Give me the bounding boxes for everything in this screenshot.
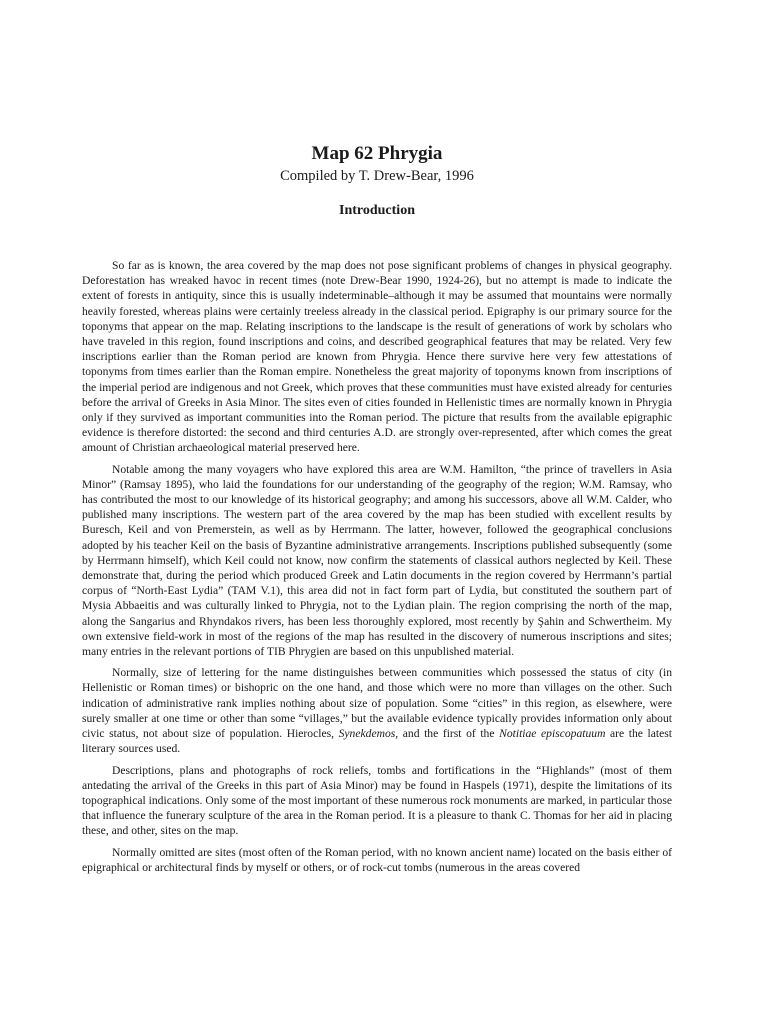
- section-heading: Introduction: [339, 203, 415, 218]
- italic-title-synekdemos: Synekdemos: [338, 727, 396, 741]
- document-body: [82, 258, 672, 881]
- paragraph-omitted-sites: Normally omitted are sites (most often of the Roman period, with no known ancient name) located on the basis either of epigraphical or architectural finds by myself or others, or of rock-cut tombs (numerous in the areas covered: [82, 845, 672, 874]
- paragraph-rock-monuments: Descriptions, plans and photographs of rock reliefs, tombs and fortifications in the “Highlands” (most of them antedating the arrival of the Greeks in this part of Asia Minor) may be found in Haspels (1971), despite the limitations of its topographical indications. Only some of the most important of these numerous rock monuments are marked, in particular those that influence the funerary sculpture of the area in the Roman period. It is a pleasure to thank C. Thomas for her aid in placing these, and other, sites on the map.: [82, 763, 672, 838]
- map-title: Map 62 Phrygia: [311, 143, 443, 164]
- paragraph-text-segment: Normally, size of lettering for the name distinguishes between communities which possessed the status of city (in Hellenistic or Roman times) or bishopric on the one hand, and those which were no more than villages on the other. Such indication of administrative rank implies nothing about size of population. Some “cities” in this region, as elsewhere, were surely smaller at one time or other than some “villages,” but the available evidence typically provides information only about civic status, not about size of population. Hierocles,: [82, 666, 672, 741]
- paragraph-physical-geography: So far as is known, the area covered by the map does not pose significant problems of changes in physical geography. Deforestation has wreaked havoc in recent times (note Drew-Bear 1990, 1924-26), but no attempt is made to indicate the extent of forests in antiquity, since this is usually indeterminable–although it may be assumed that mountains were normally heavily forested, whereas plains were certainly treeless already in the classical period. Epigraphy is our primary source for the toponyms that appear on the map. Relating inscriptions to the landscape is the result of generations of work by scholars who have traveled in this region, found inscriptions and coins, and described geographical features that may be related. Very few inscriptions earlier than the Roman period are known from Phrygia. Hence there survive here very few attestations of toponyms from times earlier than the Roman empire. Nonetheless the great majority of toponyms known from inscriptions of the imperial period are indigenous and not Greek, which proves that these communities must have existed already for centuries before the arrival of Greeks in Asia Minor. The sites even of cities founded in Hellenistic times are normally known in Phrygia only if they survived as important communities into the Roman period. The picture that results from the available epigraphic evidence is therefore distorted: the second and third centuries A.D. are strongly over-represented, after which comes the great amount of Christian archaeological material preserved here.: [82, 259, 672, 455]
- paragraph-text-segment: are the latest literary sources used.: [82, 727, 672, 756]
- italic-title-notitiae: Notitiae episcopatuum: [499, 727, 606, 741]
- paragraph-lettering-size: [82, 665, 672, 756]
- paragraph-voyagers: Notable among the many voyagers who have explored this area are W.M. Hamilton, “the prince of travellers in Asia Minor” (Ramsay 1895), who laid the foundations for our understanding of the geography of the region; W.M. Ramsay, who has contributed the most to our knowledge of its historical geography; and among his successors, above all W.M. Calder, who published many inscriptions. The western part of the area covered by the map has been studied with excellent results by Buresch, Keil and von Premerstein, as well as by Herrmann. The latter, however, followed the geographical conclusions adopted by his teacher Keil on the basis of Byzantine administrative arrangements. Inscriptions published subsequently (some by Herrmann himself), which Keil could not know, now confirm the statements of classical authors neglected by Keil. These demonstrate that, during the period which produced Greek and Latin documents in the region covered by Herrmann’s partial corpus of “North-East Lydia” (TAM V.1), this area did not in fact form part of Lydia, but constituted the southern part of Mysia Abbaeitis and was culturally linked to Phrygia, not to the Lydian plain. The region comprising the north of the map, along the Sangarius and Rhyndakos rivers, has been less thoroughly explored, most recently by Şahin and Schwertheim. My own extensive field-work in most of the regions of the map has resulted in the discovery of numerous inscriptions and sites; many entries in the relevant portions of TIB Phrygien are based on this unpublished material.: [82, 462, 672, 659]
- paragraph-text-segment: , and the first of the: [395, 727, 500, 741]
- compiler-line: Compiled by T. Drew-Bear, 1996: [280, 168, 474, 184]
